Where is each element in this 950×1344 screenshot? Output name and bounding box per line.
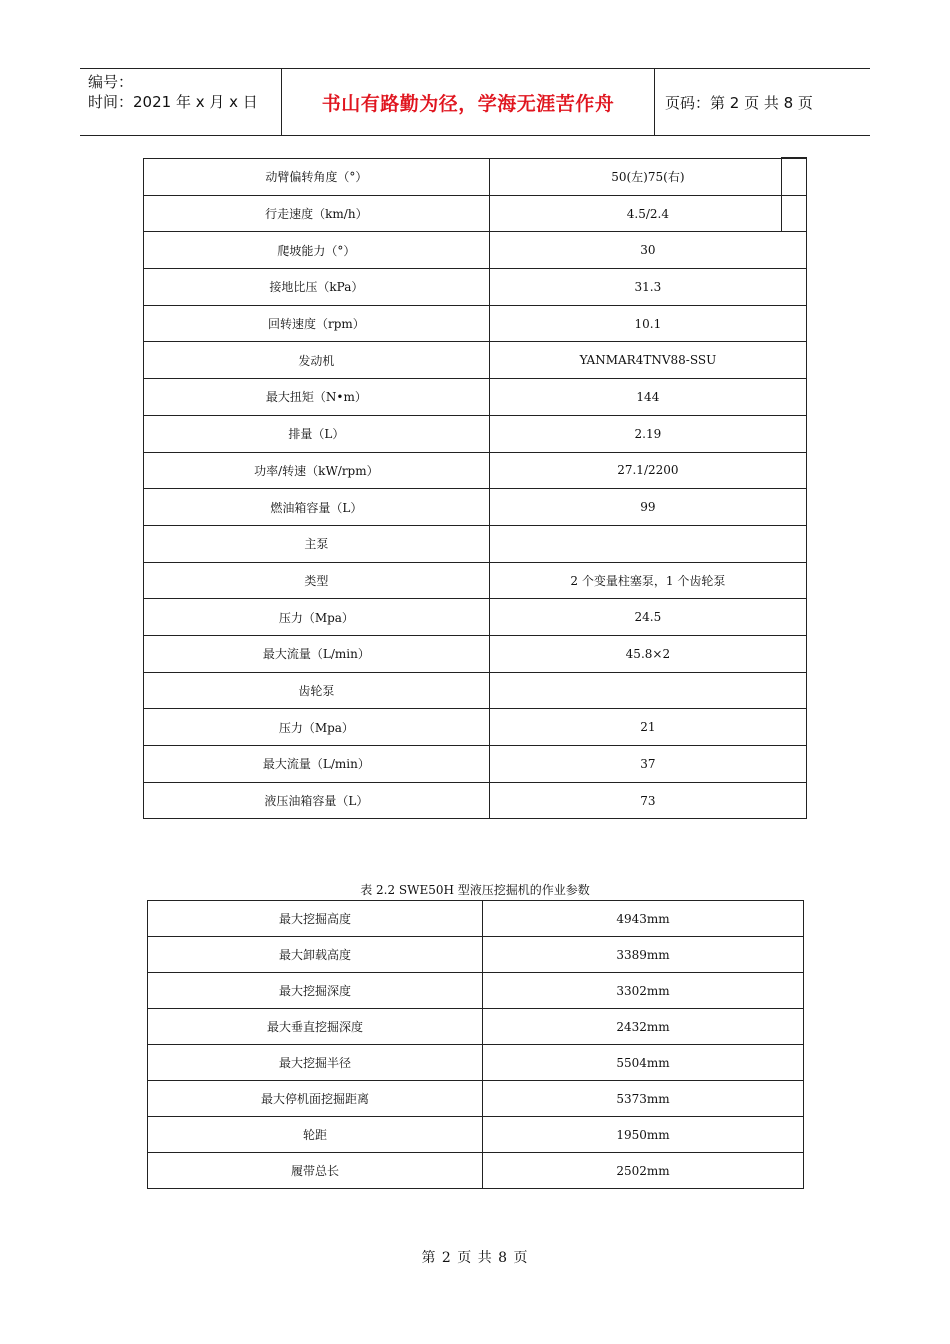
table-row: [144, 599, 807, 636]
param-name-cell: 回转速度（rpm）: [144, 305, 490, 342]
param-name-cell: 压力（Mpa）: [144, 709, 490, 746]
param-value-cell: 2432mm: [483, 1009, 804, 1045]
param-value-cell: 30: [489, 232, 806, 269]
table-row: [144, 305, 807, 342]
table-row: [144, 269, 807, 306]
param-value-cell: YANMAR4TNV88-SSU: [489, 342, 806, 379]
table-row: [144, 489, 807, 526]
table-row: [148, 1081, 804, 1117]
param-value-cell: 5373mm: [483, 1081, 804, 1117]
param-name-cell: 最大挖掘半径: [148, 1045, 483, 1081]
document-date-label: 时间：2021 年 x 月 x 日: [88, 93, 258, 111]
table-row: [148, 1117, 804, 1153]
param-value-cell: 4.5/2.4: [489, 195, 806, 232]
param-value-cell: 5504mm: [483, 1045, 804, 1081]
document-number-label: 编号：: [88, 73, 134, 91]
param-name-cell: 燃油箱容量（L）: [144, 489, 490, 526]
param-name-cell: 最大垂直挖掘深度: [148, 1009, 483, 1045]
param-name-cell: 发动机: [144, 342, 490, 379]
page-footer: 第 2 页 共 8 页: [421, 1250, 529, 1266]
param-value-cell: 1950mm: [483, 1117, 804, 1153]
param-name-cell: 动臂偏转角度（°）: [144, 159, 490, 196]
param-value-cell: 2.19: [489, 415, 806, 452]
table-row: [148, 937, 804, 973]
param-name-cell: 功率/转速（kW/rpm）: [144, 452, 490, 489]
param-value-cell: 3389mm: [483, 937, 804, 973]
param-name-cell: 接地比压（kPa）: [144, 269, 490, 306]
param-name-cell: 最大扭矩（N•m）: [144, 379, 490, 416]
param-name-cell: 齿轮泵: [144, 672, 490, 709]
param-name-cell: 最大挖掘高度: [148, 901, 483, 937]
param-value-cell: [489, 525, 806, 562]
param-value-cell: 10.1: [489, 305, 806, 342]
header-page-number: 页码：第 2 页 共 8 页: [665, 93, 813, 112]
table-row: [144, 782, 807, 819]
param-name-cell: 履带总长: [148, 1153, 483, 1189]
page-header: [80, 68, 870, 136]
param-name-cell: 液压油箱容量（L）: [144, 782, 490, 819]
table-row: [148, 1009, 804, 1045]
param-value-cell: 31.3: [489, 269, 806, 306]
param-value-cell: 99: [489, 489, 806, 526]
param-value-cell: 4943mm: [483, 901, 804, 937]
param-value-cell: 45.8×2: [489, 635, 806, 672]
param-value-cell: 73: [489, 782, 806, 819]
table-row: [144, 452, 807, 489]
param-value-cell: 50(左)75(右): [489, 159, 806, 196]
param-name-cell: 类型: [144, 562, 490, 599]
table-row: [144, 415, 807, 452]
param-name-cell: 主泵: [144, 525, 490, 562]
param-value-cell: 37: [489, 746, 806, 783]
param-name-cell: 最大流量（L/min）: [144, 746, 490, 783]
table-row: [144, 746, 807, 783]
table-row: [144, 195, 807, 232]
table-row: [144, 342, 807, 379]
param-value-cell: 3302mm: [483, 973, 804, 1009]
table-row: [144, 232, 807, 269]
table-row: [144, 672, 807, 709]
table-row: [144, 525, 807, 562]
param-name-cell: 最大挖掘深度: [148, 973, 483, 1009]
operating-parameters-table: [147, 900, 804, 1189]
param-name-cell: 最大停机面挖掘距离: [148, 1081, 483, 1117]
machine-parameters-table: [143, 158, 807, 819]
param-name-cell: 排量（L）: [144, 415, 490, 452]
table-row: [148, 1045, 804, 1081]
table-row: [144, 562, 807, 599]
param-value-cell: 2 个变量柱塞泵，1 个齿轮泵: [489, 562, 806, 599]
header-motto: 书山有路勤为径，学海无涯苦作舟: [282, 69, 655, 135]
table-row: [144, 709, 807, 746]
table-caption: 表 2.2 SWE50H 型液压挖掘机的作业参数: [360, 883, 590, 897]
table-row: [144, 379, 807, 416]
param-name-cell: 行走速度（km/h）: [144, 195, 490, 232]
header-meta: [80, 69, 282, 135]
param-value-cell: [489, 672, 806, 709]
param-name-cell: 最大流量（L/min）: [144, 635, 490, 672]
param-name-cell: 轮距: [148, 1117, 483, 1153]
param-value-cell: 21: [489, 709, 806, 746]
param-name-cell: 压力（Mpa）: [144, 599, 490, 636]
param-value-cell: 2502mm: [483, 1153, 804, 1189]
table-row: [144, 159, 807, 196]
table-row: [148, 901, 804, 937]
param-value-cell: 24.5: [489, 599, 806, 636]
table-row: [148, 973, 804, 1009]
param-value-cell: 144: [489, 379, 806, 416]
param-name-cell: 最大卸载高度: [148, 937, 483, 973]
table-row: [144, 635, 807, 672]
param-name-cell: 爬坡能力（°）: [144, 232, 490, 269]
table-row: [148, 1153, 804, 1189]
param-value-cell: 27.1/2200: [489, 452, 806, 489]
